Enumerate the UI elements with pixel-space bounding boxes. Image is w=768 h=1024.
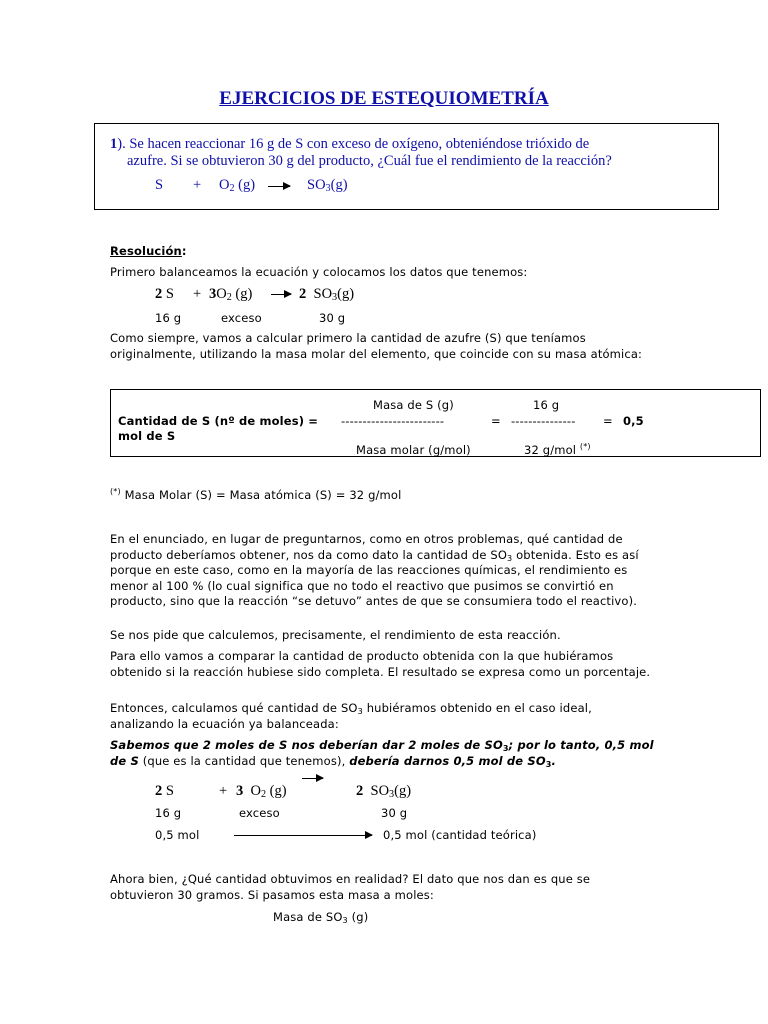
paragraph-entonces: Entonces, calculamos qué cantidad de $SO_3$ hubiéramos obtenido en el caso ideal, analizando la ecuación ya balanceada:: [110, 701, 592, 731]
eq1-data-o2: exceso: [221, 311, 262, 325]
bottom-masa-label: Masa de $SO_3$ (g): [273, 910, 369, 925]
calc-fraction-bar-2: ---------------: [511, 414, 576, 428]
paragraph-masa-molar: Como siempre, vamos a calcular primero la cantidad de azufre (S) que teníamos originalmente, utilizando la masa molar del elemento, que coincide con su masa atómica:: [110, 331, 643, 361]
problem-eq-plus: +: [193, 177, 202, 193]
eq2-mol-so3: 0,5 mol (cantidad teórica): [383, 828, 537, 842]
footnote: (*) Masa Molar (S) = Masa atómica (S) = 32 g/mol: [110, 487, 402, 502]
paragraph-sabemos: Sabemos que 2 moles de S nos deberían dar 2 moles de $SO_3$; por lo tanto, 0,5 mol de S (que es la cantidad que tenemos), debería darnos 0,5 mol de $SO_3$.: [110, 738, 654, 769]
problem-eq-s: S: [155, 177, 164, 193]
resolution-heading: Resolución:: [110, 244, 187, 258]
eq1-so3: 2 $SO_3(g)$: [299, 286, 355, 303]
resolution-intro: Primero balanceamos la ecuación y colocamos los datos que tenemos:: [110, 265, 528, 279]
eq2-data-s: 16 g: [155, 806, 182, 820]
problem-text-1: . Se hacen reaccionar 16 g de S con exceso de oxígeno, obteniéndose trióxido de: [122, 136, 590, 152]
eq2-plus: +: [219, 783, 228, 799]
paragraph-enunciado: En el enunciado, en lugar de preguntarnos, como en otros problemas, qué cantidad de producto deberíamos obtener, nos da como dato la cantidad de $SO_3$ obtenida. Esto es así porque en este caso, como en la mayoría de las reacciones químicas, el rendimiento es menor al 100 % (lo cual significa que no todo el reactivo que pusimos se convirtió en producto, sino que la reacción “se detuvo” antes de que se consumiera todo el reactivo).: [110, 532, 639, 609]
problem-eq-so3: $SO_3(g)$: [307, 177, 348, 194]
eq2-so3: 2 $SO_3(g)$: [356, 783, 412, 800]
problem-eq-arrow: [268, 186, 290, 187]
page-title: EJERCICIOS DE ESTEQUIOMETRÍA: [219, 88, 549, 109]
paragraph-comparar: Para ello vamos a comparar la cantidad de producto obtenida con la que hubiéramos obtenido si la reacción hubiese sido completa. El resultado se expresa como un porcentaje.: [110, 649, 651, 679]
calc-result: 0,5: [623, 414, 644, 428]
calc-lhs: Cantidad de S (nº de moles) =: [118, 414, 319, 428]
eq2-s: 2 S: [155, 783, 174, 799]
eq1-arrow: [271, 294, 291, 295]
eq1-o2: $3O_2$ (g): [209, 286, 253, 303]
problem-number: 1: [110, 136, 118, 152]
calc-result-unit: mol de S: [118, 429, 176, 443]
problem-eq-o2: $O_2$ (g): [219, 177, 256, 194]
calc-numerator-label: Masa de S (g): [373, 398, 454, 412]
eq1-data-so3: 30 g: [319, 311, 346, 325]
calc-equals-1: =: [491, 414, 501, 428]
calc-denominator-label: Masa molar (g/mol): [356, 443, 471, 457]
problem-paren: ): [117, 136, 123, 152]
problem-line-1: [110, 136, 589, 153]
problem-line-2: azufre. Si se obtuvieron 30 g del producto, ¿Cuál fue el rendimiento de la reacción?: [127, 153, 612, 169]
calc-fraction-bar-1: ------------------------: [341, 414, 445, 428]
eq2-data-so3: 30 g: [381, 806, 408, 820]
calc-denominator-value: 32 g/mol (*): [524, 442, 591, 457]
paragraph-ahora: Ahora bien, ¿Qué cantidad obtuvimos en realidad? El dato que nos dan es que se obtuvieron 30 gramos. Si pasamos esta masa a moles:: [110, 872, 591, 902]
eq1-s: 2 S: [155, 286, 174, 302]
eq2-mol-s: 0,5 mol: [155, 828, 200, 842]
eq1-plus: +: [193, 286, 202, 302]
eq2-arrow: [302, 778, 323, 779]
paragraph-pide: Se nos pide que calculemos, precisamente, el rendimiento de esta reacción.: [110, 628, 561, 642]
eq1-data-s: 16 g: [155, 311, 182, 325]
calc-numerator-value: 16 g: [533, 398, 560, 412]
calc-equals-2: =: [603, 414, 613, 428]
eq2-mol-arrow: [234, 835, 372, 836]
eq2-o2: 3 $O_2$ (g): [236, 783, 287, 800]
eq2-data-o2: exceso: [239, 806, 280, 820]
